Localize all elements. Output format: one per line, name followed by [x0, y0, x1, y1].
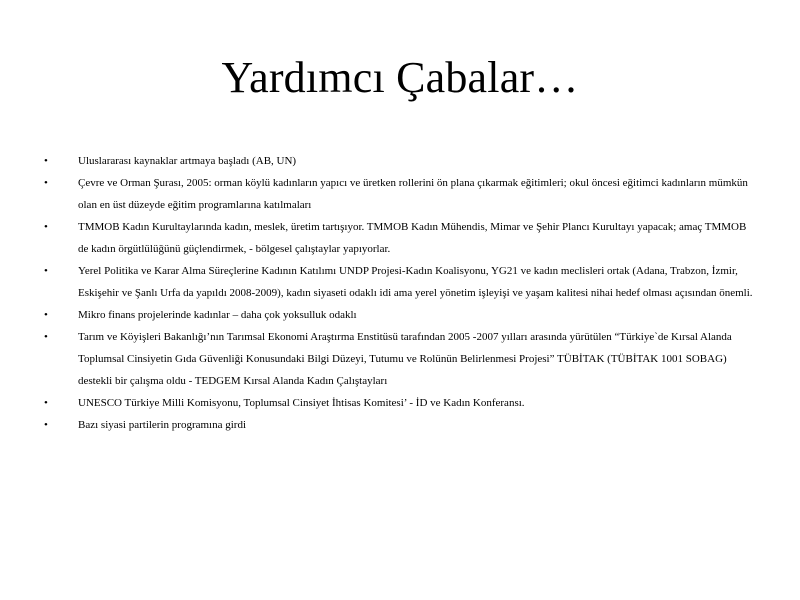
- bullet-icon: •: [44, 331, 48, 343]
- list-item-text: TMMOB Kadın Kurultaylarında kadın, meslek, üretim tartışıyor. TMMOB Kadın Mühendis, Mimar ve Şehir Plancı Kurultayı yapacak; amaç TMMOB de kadın örgütlülüğünü güçlendirmek, - bölgesel çalıştaylar yapıyorlar.: [78, 221, 747, 255]
- bullet-icon: •: [44, 309, 48, 321]
- bullet-list: [44, 150, 756, 436]
- bullet-icon: •: [44, 419, 48, 431]
- list-item: [44, 414, 756, 436]
- list-item-text: Bazı siyasi partilerin programına girdi: [78, 419, 247, 431]
- list-item-text: Yerel Politika ve Karar Alma Süreçlerine Kadının Katılımı UNDP Projesi-Kadın Koalisyonu, YG21 ve kadın meclisleri ortak (Adana, Trabzon, İzmir, Eskişehir ve Şanlı Urfa da yapıldı 2008-2009), kadın siyaseti odaklı idi ama yerel yönetim işleyişi ve yaşam kalitesi nihai hedef olması açısından önemli.: [78, 265, 753, 299]
- bullet-icon: •: [44, 397, 48, 409]
- list-item: [44, 326, 756, 392]
- list-item-text: UNESCO Türkiye Milli Komisyonu, Toplumsal Cinsiyet İhtisas Komitesi’ - İD ve Kadın Konferansı.: [78, 397, 525, 409]
- list-item: [44, 150, 756, 172]
- list-item: [44, 216, 756, 260]
- bullet-icon: •: [44, 155, 48, 167]
- list-item: [44, 172, 756, 216]
- bullet-icon: •: [44, 265, 48, 277]
- list-item: [44, 392, 756, 414]
- bullet-icon: •: [44, 177, 48, 189]
- slide-title: Yardımcı Çabalar…: [221, 53, 579, 102]
- list-item-text: Tarım ve Köyişleri Bakanlığı’nın Tarımsal Ekonomi Araştırma Enstitüsü tarafından 2005 -2007 yılları arasında yürütülen “Türkiye`de Kırsal Alanda Toplumsal Cinsiyetin Gıda Güvenliği Konusundaki Bilgi Düzeyi, Tutumu ve Rolünün Belirlenmesi Projesi” TÜBİTAK (TÜBİTAK 1001 SOBAG) destekli bir çalışma oldu - TEDGEM Kırsal Alanda Kadın Çalıştayları: [78, 331, 732, 387]
- list-item-text: Çevre ve Orman Şurası, 2005: orman köylü kadınların yapıcı ve üretken rollerini ön plana çıkarmak eğitimleri; okul öncesi eğitimci kadınların mümkün olan en üst düzeyde eğitim programlarına katılmaları: [78, 177, 748, 211]
- bullet-icon: •: [44, 221, 48, 233]
- list-item: [44, 304, 756, 326]
- list-item-text: Mikro finans projelerinde kadınlar – daha çok yoksulluk odaklı: [78, 309, 357, 321]
- list-item-text: Uluslararası kaynaklar artmaya başladı (AB, UN): [78, 155, 297, 167]
- list-item: [44, 260, 756, 304]
